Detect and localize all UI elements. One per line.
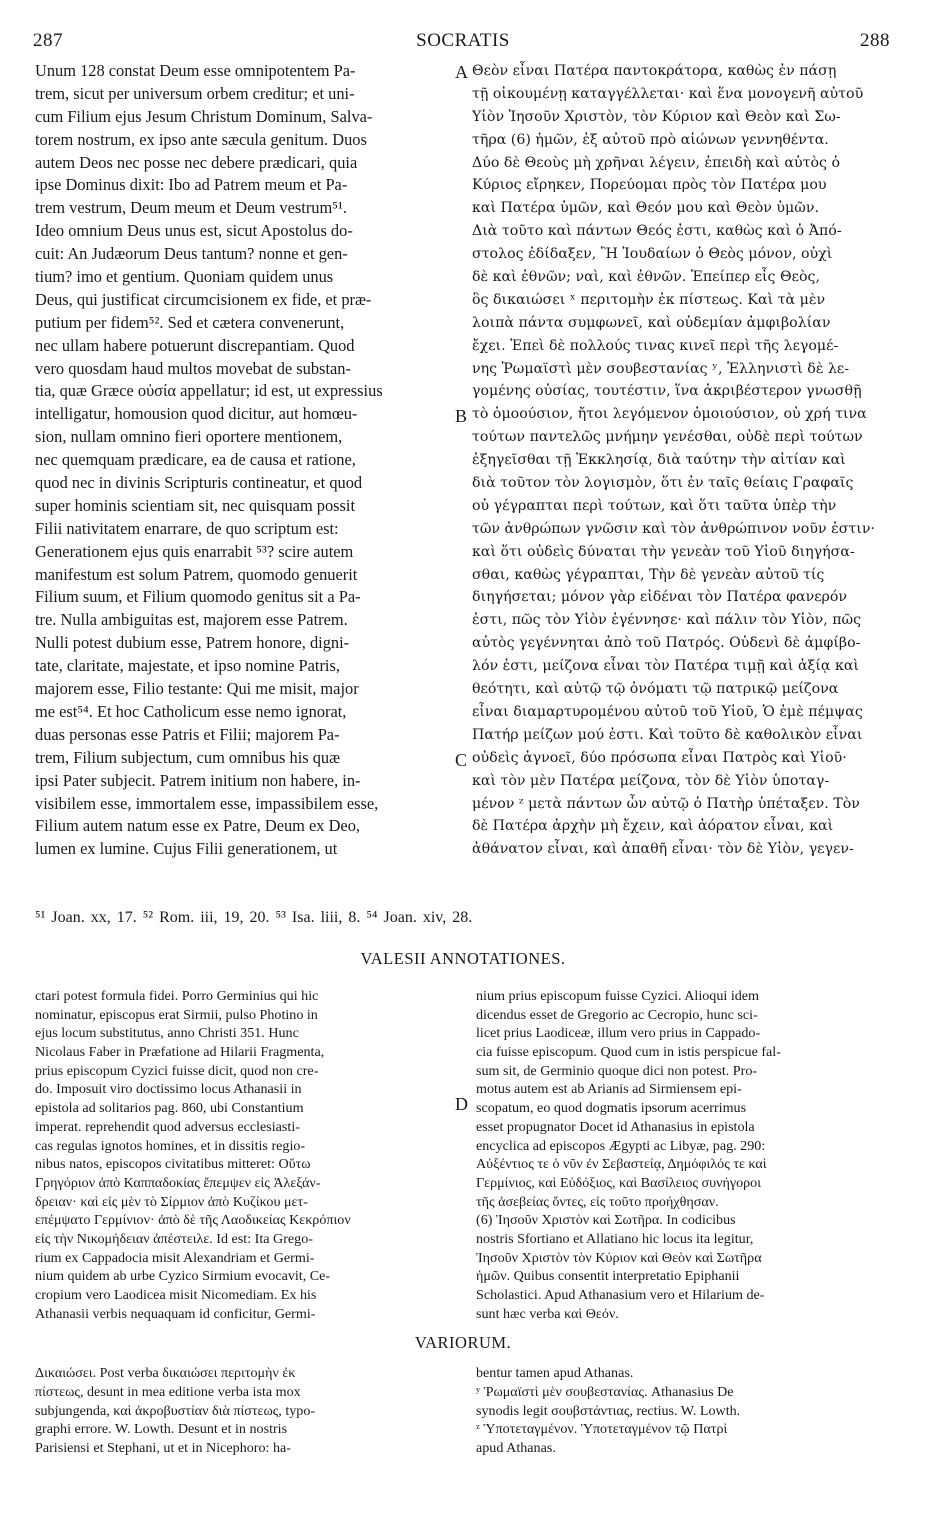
text-line: Ἰησοῦν Χριστὸν τὸν Κύριον καὶ Θεὸν καὶ Σωτῆρα	[476, 1249, 762, 1266]
text-line: nibus natos, episcopos civitatibus mitteret: Οὕτω	[35, 1156, 311, 1173]
text-line: τούτων παντελῶς μνήμην γενέσθαι, οὐδὲ περὶ τούτων	[472, 429, 863, 446]
text-line: me est⁵⁴. Et hoc Catholicum esse nemo ignorat,	[35, 701, 347, 721]
greek-column	[472, 60, 898, 861]
text-line: esset propugnator Docet id Athanasius in epistola	[476, 1118, 755, 1135]
text-line: οὐ γέγραπται περὶ τούτων, καὶ ὅτι ταῦτα ὑπὲρ τὴν	[472, 497, 837, 514]
text-line: ᶻ Ὑποτεταγμένον. Ὑποτεταγμένον τῷ Πατρὶ	[476, 1421, 728, 1438]
text-line: sunt hæc verba καὶ Θεόν.	[476, 1305, 619, 1322]
text-line: ipsi Pater subjecit. Patrem initium non habere, in-	[35, 770, 361, 790]
text-line: graphi errore. W. Lowth. Desunt et in nostris	[35, 1421, 288, 1438]
text-line: πίστεως, desunt in mea editione verba ista mox	[35, 1383, 301, 1400]
valesii-right-column	[476, 987, 896, 1323]
text-line: αὐτὸς γεγέννηται ἀπὸ τοῦ Πατρός. Οὐδενὶ δὲ ἀμφίβο-	[472, 635, 861, 652]
text-line: lumen ex lumine. Cujus Filii generationem, ut	[35, 839, 338, 859]
text-line: διὰ τοῦτον τὸν λογισμὸν, ὅτι ἐν ταῖς θείαις Γραφαῖς	[472, 475, 854, 492]
text-line: nec ullam habere potuerunt discrepantiam. Quod	[35, 335, 355, 355]
text-line: τῆρα (6) ἡμῶν, ἐξ αὐτοῦ πρὸ αἰώνων γεννηθέντα.	[472, 131, 829, 148]
text-line: γομένης οὐσίας, τουτέστιν, ἵνα ἀκριβέστερον γνωσθῇ	[472, 383, 862, 400]
footnotes: ⁵¹ Joan. xx, 17. ⁵² Rom. iii, 19, 20. ⁵³ Isa. liii, 8. ⁵⁴ Joan. xiv, 28.	[35, 909, 473, 926]
text-line: ὃς δικαιώσει ˣ περιτομὴν ἐκ πίστεως. Καὶ τὰ μὲν	[472, 291, 826, 308]
text-line: trem, Filium subjectum, cum omnibus his quæ	[35, 747, 341, 767]
text-line: dicendus esset de Gregorio ac Cecropio, hunc sci-	[476, 1006, 758, 1023]
text-line: καὶ τὸν μὲν Πατέρα μείζονα, τὸν δὲ Υἱὸν ὑποταγ-	[472, 772, 830, 789]
text-line: ctari potest formula fidei. Porro Germinius qui hic	[35, 988, 319, 1004]
text-line: Athanasii verbis nequaquam id conficitur, Germi-	[35, 1305, 316, 1322]
text-line: καὶ ὅτι οὐδεὶς δύναται τὴν γενεὰν τοῦ Υἱοῦ διηγήσα-	[472, 543, 855, 560]
text-line: trem, sicut per universum orbem creditur; et uni-	[35, 83, 355, 103]
margin-letter-d: D	[455, 1094, 468, 1114]
text-line: apud Athanas.	[476, 1440, 556, 1457]
text-line: νης Ῥωμαϊστὶ μὲν σουβεστανίας ʸ, Ἑλληνιστὶ δὲ λε-	[472, 360, 850, 377]
text-line: licet prius Laodiceæ, illum vero prius in Cappado-	[476, 1025, 761, 1042]
text-line: τῆς ἀσεβείας ὄντες, εἰς τοῦτο προήχθησαν.	[476, 1193, 719, 1210]
text-line: εἰς τὴν Νικομήδειαν ἀπέστειλε. Id est: Ita Grego-	[35, 1230, 313, 1247]
text-line: majorem esse, Filio testante: Qui me misit, major	[35, 679, 359, 699]
text-line: ejus locum substitutus, anno Christi 351. Hunc	[35, 1025, 299, 1042]
text-line: intelligatur, homousion quod dicitur, aut homœu-	[35, 404, 358, 424]
text-line: Γερμίνιος, καὶ Εὐδόξιος, καὶ Βασίλειος συνήγοροι	[476, 1174, 761, 1191]
text-line: sum sit, de Germinio quoque dici non potest. Pro-	[476, 1062, 758, 1079]
text-line: ἀθάνατον εἶναι, καὶ ἀπαθῆ εἶναι· τὸν δὲ Υἱὸν, γεγεν-	[472, 841, 854, 858]
text-line: nec quemquam prædicare, ea de causa et ratione,	[35, 450, 356, 470]
text-line: τὸ ὁμοούσιον, ἤτοι λεγόμενον ὁμοιούσιον, οὐ χρή τινα	[472, 406, 867, 423]
text-line: Ideo omnium Deus unus est, sicut Apostolus do-	[35, 221, 353, 241]
text-line: nium prius episcopum fuisse Cyzici. Alioqui idem	[476, 988, 760, 1004]
text-line: visibilem esse, immortalem esse, impassibilem esse,	[35, 793, 379, 813]
text-line: Generationem ejus quis enarrabit ⁵³? scire autem	[35, 541, 354, 561]
text-line: scopatum, eo quod dogmatis ipsorum acerrimus	[476, 1100, 747, 1117]
text-line: tium? imo et gentium. Quoniam quidem unus	[35, 267, 334, 287]
text-line: Δύο δὲ Θεοὺς μὴ χρῆναι λέγειν, ἐπειδὴ καὶ αὐτὸς ὁ	[472, 154, 841, 171]
text-line: οὐδεὶς ἀγνοεῖ, δύο πρόσωπα εἶναι Πατρὸς καὶ Υἱοῦ·	[472, 749, 847, 766]
text-line: vero quosdam haud multos movebat de substan-	[35, 358, 351, 378]
variorum-heading: VARIORUM.	[414, 1333, 512, 1352]
text-line: ἐξηγεῖσθαι τῇ Ἐκκλησίᾳ, διὰ ταύτην τὴν αἰτίαν καὶ	[472, 452, 846, 469]
text-line: cum Filium ejus Jesum Christum Dominum, Salva-	[35, 106, 373, 126]
text-line: do. Imposuit viro doctissimo locus Athanasii in	[35, 1081, 302, 1098]
text-line: Nulli potest dubium esse, Patrem honore, digni-	[35, 633, 350, 653]
text-line: στολος ἐδίδαξεν, Ἢ Ἰουδαίων ὁ Θεὸς μόνον, οὐχὶ	[472, 246, 833, 263]
text-line: nium quidem ab urbe Cyzico Sirmium evocavit, Ce-	[35, 1268, 331, 1285]
text-line: subjungenda, καὶ ἀκροβυστίαν διὰ πίστεως, typo-	[35, 1402, 316, 1419]
page-number-right: 288	[860, 30, 890, 51]
variorum-right-column	[476, 1364, 896, 1458]
text-line: Scholastici. Apud Athanasium vero et Hilarium de-	[476, 1287, 765, 1303]
text-line: duas personas esse Patris et Filii; majorem Pa-	[35, 724, 340, 744]
text-line: δὲ Πατέρα ἀρχὴν μὴ ἔχειν, καὶ ἀόρατον εἶναι, καὶ	[472, 818, 834, 835]
text-line: tre. Nulla ambiguitas est, majorem esse Patrem.	[35, 610, 348, 630]
text-line: autem Deos nec posse nec debere prædicari, quia	[35, 152, 358, 172]
text-line: torem nostrum, ex ipso ante sæcula genitum. Duos	[35, 129, 367, 149]
text-line: putium per fidem⁵². Sed et cætera convenerunt,	[35, 312, 345, 332]
text-line: prius episcopum Cyzici fuisse dicit, quod non cre-	[35, 1062, 319, 1079]
text-line: Δικαιώσει. Post verba δικαιώσει περιτομὴν ἐκ	[35, 1365, 296, 1381]
text-line: nostris Sfortiano et Allatiano hic locus ita legitur,	[476, 1230, 754, 1247]
variorum-left-column	[35, 1364, 445, 1458]
text-line: λόν ἐστι, μείζονα εἶναι τὸν Πατέρα τιμῇ καὶ ἀξίᾳ καὶ	[472, 658, 859, 675]
text-line: Unum 128 constat Deum esse omnipotentem Pa-	[35, 61, 356, 80]
text-line: ἡμῶν. Quibus consentit interpretatio Epiphanii	[476, 1268, 740, 1285]
text-line: Διὰ τοῦτο καὶ πάντων Θεός ἐστι, καθὼς καὶ ὁ Ἀπό-	[472, 223, 842, 240]
text-line: Πατήρ μείζων μού ἐστι. Καὶ τοῦτο δὲ καθολικὸν εἶναι	[472, 726, 863, 743]
text-line: ἐστι, πῶς τὸν Υἱὸν ἐγέννησε· καὶ πάλιν τὸν Υἱὸν, πῶς	[472, 612, 862, 629]
text-line: cas regulas ignotos homines, et in dissitis regio-	[35, 1137, 306, 1154]
latin-column	[35, 60, 453, 861]
text-line: Nicolaus Faber in Præfatione ad Hilarii Fragmenta,	[35, 1044, 325, 1061]
valesii-left-column	[35, 987, 441, 1323]
text-line: manifestum est solum Patrem, quomodo genuerit	[35, 564, 358, 584]
text-line: Γρηγόριον ἀπὸ Καππαδοκίας ἔπεμψεν εἰς Ἀλεξάν-	[35, 1174, 321, 1191]
valesii-heading: VALESII ANNOTATIONES.	[360, 949, 566, 968]
text-line: Filium suum, et Filium quomodo genitus sit a Pa-	[35, 587, 361, 607]
page-number-left: 287	[33, 30, 63, 51]
text-line: θεότητι, καὶ αὐτῷ τῷ ὀνόματι τῷ πατρικῷ μείζονα	[472, 681, 839, 698]
text-line: cuit: An Judæorum Deus tantum? nonne et gen-	[35, 244, 348, 264]
text-line: τῶν ἀνθρώπων γνῶσιν καὶ τὸν ἀνθρώπινον νοῦν ἐστιν·	[472, 520, 875, 537]
text-line: λοιπὰ πάντα συμφωνεῖ, καὶ οὐδεμίαν ἀμφιβολίαν	[472, 314, 831, 331]
text-line: sion, nullam omnino fieri oportere mentionem,	[35, 427, 343, 447]
text-line: encyclica ad episcopos Ægypti ac Libyæ, pag. 290:	[476, 1137, 766, 1154]
text-line: Αὐξέντιος τε ὁ νῦν ἐν Σεβαστείᾳ, Δημόφιλός τε καὶ	[476, 1156, 767, 1173]
text-line: Parisiensi et Stephani, ut et in Nicephoro: ha-	[35, 1440, 291, 1457]
text-line: Κύριος εἴρηκεν, Πορεύομαι πρὸς τὸν Πατέρα μου	[472, 177, 827, 194]
text-line: synodis legit σουβστάντιας, rectius. W. Lowth.	[476, 1402, 741, 1419]
text-line: quod nec in divinis Scripturis contineatur, et quod	[35, 473, 363, 493]
text-line: διηγήσεται; μόνον γὰρ εἰδέναι τὸν Πατέρα φανερόν	[472, 589, 848, 606]
margin-letter-b: B	[455, 406, 468, 426]
text-line: Filii nativitatem enarrare, de quo scriptum est:	[35, 518, 339, 538]
text-line: Filium autem natum esse ex Patre, Deum ex Deo,	[35, 816, 361, 836]
margin-letter-a: A	[455, 62, 468, 82]
text-line: cropium vero Laodicea misit Nicomediam. Ex his	[35, 1287, 317, 1303]
text-line: ʸ Ῥωμαϊστὶ μὲν σουβεστανίας. Athanasius De	[476, 1383, 734, 1400]
text-line: epistola ad solitarios pag. 860, ubi Constantium	[35, 1100, 304, 1117]
text-line: σθαι, καθὼς γέγραπται, Τὴν δὲ γενεὰν αὐτοῦ τίς	[472, 566, 825, 583]
text-line: cia fuisse episcopum. Quod cum in istis perspicue fal-	[476, 1044, 781, 1061]
margin-letter-c: C	[455, 750, 468, 770]
text-line: (6) Ἰησοῦν Χριστὸν καὶ Σωτῆρα. In codicibus	[476, 1212, 736, 1229]
text-line: ipse Dominus dixit: Ibo ad Patrem meum et Pa-	[35, 175, 348, 195]
text-line: super hominis scientiam sit, nec quisquam possit	[35, 495, 356, 515]
text-line: εἶναι διαμαρτυρομένου αὐτοῦ τοῦ Υἱοῦ, Ὁ ἐμὲ πέμψας	[472, 703, 863, 720]
text-line: δρειαν· καὶ εἰς μὲν τὸ Σίρμιον ἀπὸ Κυζίκου μετ-	[35, 1193, 308, 1210]
text-line: tate, claritate, majestate, et ipso nomine Patris,	[35, 656, 340, 676]
text-line: μένον ᶻ μετὰ πάντων ὧν αὐτῷ ὁ Πατὴρ ὑπέταξεν. Τὸν	[472, 795, 860, 812]
text-line: Θεὸν εἶναι Πατέρα παντοκράτορα, καθὼς ἐν πάσῃ	[472, 63, 837, 79]
text-line: nominatur, episcopus erat Sirmii, pulso Photino in	[35, 1006, 318, 1023]
text-line: Υἱὸν Ἰησοῦν Χριστὸν, τὸν Κύριον καὶ Θεὸν καὶ Σω-	[472, 108, 841, 125]
text-line: ἔχει. Ἐπεὶ δὲ πολλούς τινας κινεῖ περὶ τῆς λεγομέ-	[472, 337, 839, 354]
text-line: motus autem est ab Arianis ad Sirmiensem epi-	[476, 1081, 742, 1098]
text-line: Deus, qui justificat circumcisionem ex fide, et præ-	[35, 289, 372, 309]
text-line: trem vestrum, Deum meum et Deum vestrum⁵¹.	[35, 198, 347, 218]
text-line: επέμψατο Γερμίνιον· ἀπὸ δὲ τῆς Λαοδικείας Κεκρόπιον	[35, 1212, 351, 1229]
text-line: bentur tamen apud Athanas.	[476, 1365, 634, 1381]
text-line: τῇ οἰκουμένῃ καταγγέλλεται· καὶ ἕνα μονογενῆ αὐτοῦ	[472, 85, 864, 102]
text-line: tia, quæ Græce οὐσία appellatur; id est, ut expressius	[35, 381, 383, 401]
text-line: δὲ καὶ ἐθνῶν; ναὶ, καὶ ἐθνῶν. Ἐπείπερ εἷς Θεὸς,	[472, 269, 820, 286]
text-line: καὶ Πατέρα ὑμῶν, καὶ Θεόν μου καὶ Θεὸν ὑμῶν.	[472, 200, 819, 217]
text-line: rium ex Cappadocia misit Alexandriam et Germi-	[35, 1249, 315, 1266]
running-title: SOCRATIS	[416, 30, 510, 51]
text-line: imperat. reprehendit quod adversus ecclesiasti-	[35, 1118, 300, 1135]
